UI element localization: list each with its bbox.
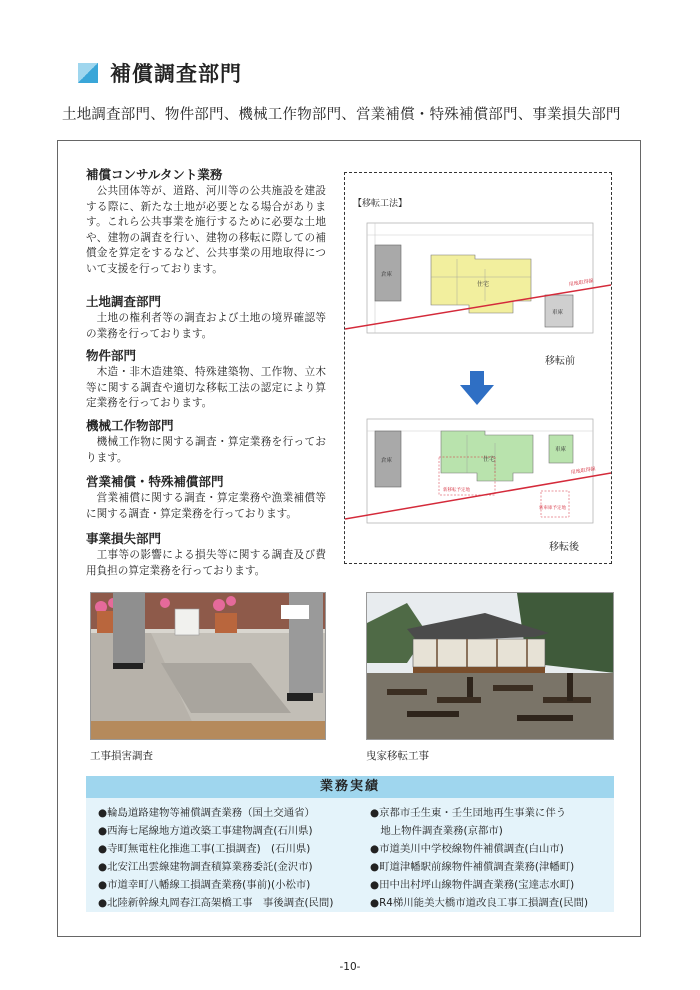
shed-label: 車庫 xyxy=(555,447,567,453)
achievement-item: ●京都市壬生東・壬生団地再生事業に伴う xyxy=(370,807,567,819)
section-property xyxy=(86,346,326,412)
house-label: 住宅 xyxy=(483,456,496,463)
section-title: 土地調査部門 xyxy=(86,294,162,309)
line-label: 用地取得線 xyxy=(568,278,595,288)
achievement-item: 地上物件調査業務(京都市) xyxy=(370,825,503,837)
section-title: 物件部門 xyxy=(86,348,137,363)
section-loss xyxy=(86,529,326,579)
relocation-diagram-svg xyxy=(345,173,611,563)
new-site-label: 新移転予定地 xyxy=(443,488,470,493)
section-heading xyxy=(78,58,242,88)
down-arrow-icon xyxy=(460,371,494,405)
achievement-item: ●寺町無電柱化推進工事(工損調査) (石川県) xyxy=(98,843,311,855)
achievement-item: ●町道津幡駅前線物件補償調査業務(津幡町) xyxy=(370,861,575,873)
house-moving-image xyxy=(367,593,614,740)
section-body: 土地の権利者等の調査および土地の境界確認等の業務を行っております。 xyxy=(86,312,326,340)
section-title: 事業損失部門 xyxy=(86,531,162,546)
achievements-panel xyxy=(86,798,614,912)
section-body: 公共団体等が、道路、河川等の公共施設を建設する際に、新たな土地が必要となる場合があります。これら公共事業を施行するために必要な土地や、建物の調査を行い、建物の移転に際しての補償金を算定をするなど、公共事業の用地取得について支援を行っております。 xyxy=(86,185,326,275)
achievement-item: ●輪島道路建物等補償調査業務（国土交通省） xyxy=(98,807,315,819)
section-body: 機械工作物に関する調査・算定業務を行っております。 xyxy=(86,436,326,464)
photo-house-moving xyxy=(366,592,614,740)
section-body: 営業補償に関する調査・算定業務や漁業補償等に関する調査・算定業務を行っております。 xyxy=(86,492,326,520)
achievements-title: 業務実績 xyxy=(86,776,614,798)
relocation-diagram xyxy=(344,172,612,564)
achievements-left-column xyxy=(98,804,333,912)
heading-square-icon xyxy=(78,63,98,83)
shed-label: 車庫 xyxy=(552,310,564,316)
achievement-item: ●北安江出雲線建物調査積算業務委託(金沢市) xyxy=(98,861,313,873)
section-title: 営業補償・特殊補償部門 xyxy=(86,474,224,489)
achievement-item: ●市道美川中学校線物件補償調査(白山市) xyxy=(370,843,564,855)
photo-damage-survey xyxy=(90,592,326,740)
achievement-item: ●西海七尾線地方道改築工事建物調査(石川県) xyxy=(98,825,313,837)
old-shed-outline xyxy=(541,491,569,517)
section-title: 機械工作物部門 xyxy=(86,418,174,433)
site-plan-after xyxy=(345,419,611,553)
damage-survey-image xyxy=(91,593,326,740)
section-body: 木造・非木造建築、特殊建築物、工作物、立木等に関する調査や適切な移転工法の認定により算定業務を行っております。 xyxy=(86,366,326,410)
achievement-item: ●R4梯川能美大橋市道改良工事工損調査(民間) xyxy=(370,897,589,909)
department-list: 土地調査部門、物件部門、機械工作物部門、営業補償・特殊補償部門、事業損失部門 xyxy=(62,107,621,123)
neighbor-label: 倉庫 xyxy=(381,458,393,464)
section-body: 工事等の影響による損失等に関する調査及び費用負担の算定業務を行っております。 xyxy=(86,549,326,577)
photo-caption: 曳家移転工事 xyxy=(366,750,429,762)
section-land xyxy=(86,292,326,342)
line-label: 用地取得線 xyxy=(570,466,597,476)
photo-caption: 工事損害調査 xyxy=(90,750,153,762)
before-label: 移転前 xyxy=(545,356,575,367)
after-label: 移転後 xyxy=(549,542,579,553)
achievement-item: ●北陸新幹線丸岡春江高架橋工事 事後調査(民間) xyxy=(98,897,334,909)
achievement-item: ●市道幸町八幡線工損調査業務(事前)(小松市) xyxy=(98,879,311,891)
section-machinery xyxy=(86,416,326,466)
page-title: 補償調査部門 xyxy=(110,62,242,86)
site-plan-before xyxy=(345,223,611,367)
diagram-title: 【移転工法】 xyxy=(353,199,408,209)
section-business xyxy=(86,472,326,522)
achievements-right-column xyxy=(370,804,588,912)
section-consultant xyxy=(86,165,326,278)
section-title: 補償コンサルタント業務 xyxy=(86,167,223,182)
new-shed-label: 新車庫予定地 xyxy=(539,506,566,511)
achievement-item: ●田中出村坪山線物件調査業務(宝達志水町) xyxy=(370,879,575,891)
house-label: 住宅 xyxy=(477,281,490,288)
neighbor-label: 倉庫 xyxy=(381,272,393,278)
page-number: -10- xyxy=(339,961,361,973)
